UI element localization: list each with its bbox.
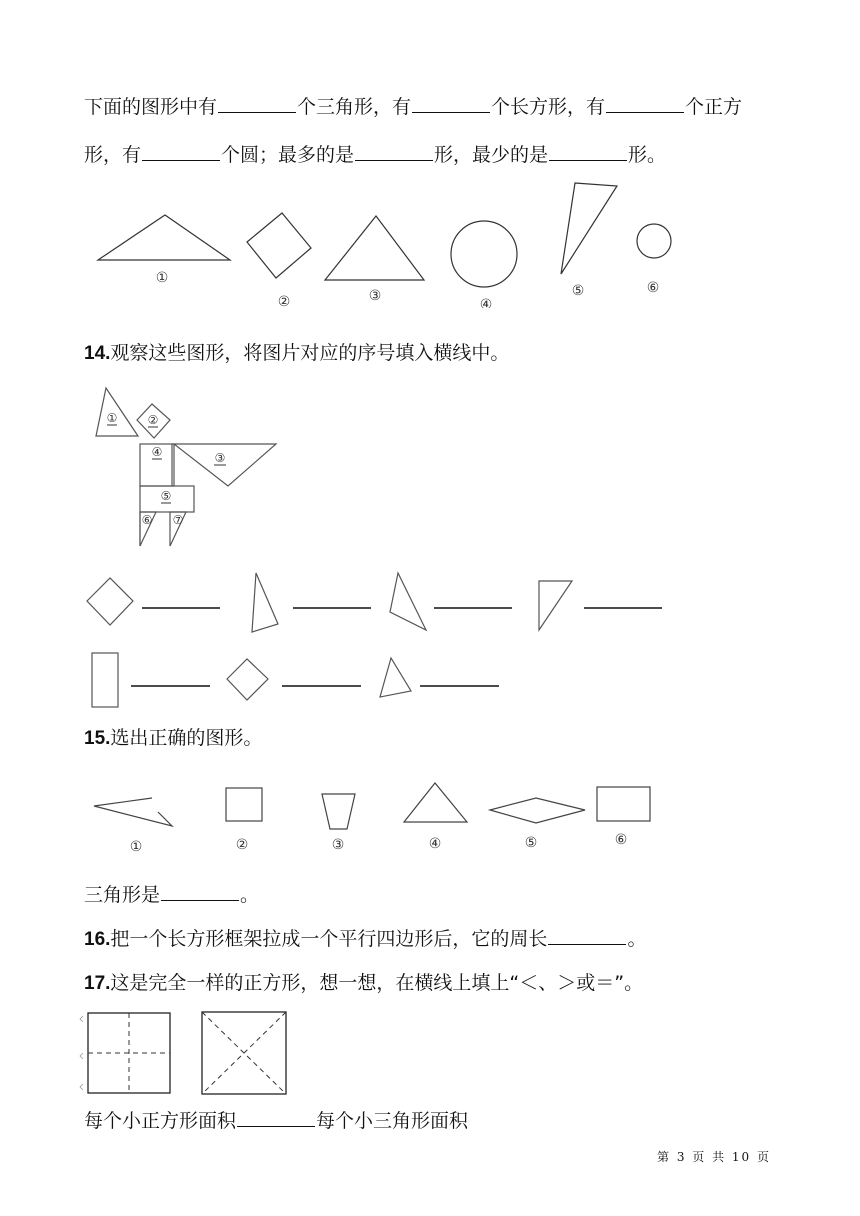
tangram-label-5: ⑤ [160,489,172,503]
option-2-square [226,788,262,821]
q15-answer-line [84,882,259,907]
option-label-5: ⑤ [524,835,538,851]
q13-line-1 [84,94,742,119]
q14-question [84,341,509,366]
q15-shapes-figure [88,772,668,856]
shape-4-circle [451,221,517,287]
answer-prefix: 三角形是 [84,884,161,906]
rectangle-count-blank[interactable] [412,94,490,113]
q17-squares-figure [78,1008,298,1098]
q13-line-2 [84,142,666,167]
tangram-label-1: ① [106,411,118,425]
question-number: 17. [84,973,111,994]
piece-triangle-d [380,658,411,697]
q13-text: 个长方形，有 [491,96,606,118]
piece-triangle-a [252,573,278,632]
option-4-triangle [404,783,467,822]
q13-text: 形，最少的是 [434,144,549,166]
shape-3-triangle [325,216,424,280]
tangram-label-3: ③ [214,451,226,465]
tangram-label-4: ④ [151,445,163,459]
option-1-open-shape [94,798,172,826]
shape-label-6: ⑥ [646,280,660,296]
q13-shapes-figure [90,178,690,308]
answer-suffix: 。 [240,884,260,906]
q15-question [84,726,262,751]
compare-right: 每个小三角形面积 [316,1110,469,1132]
piece-square-b [227,659,268,700]
triangle-count-blank[interactable] [218,94,296,113]
shape-label-2: ② [277,294,291,308]
shape-label-3: ③ [368,288,382,304]
shape-label-4: ④ [479,297,493,308]
piece-square-a [87,578,133,625]
shape-6-circle [637,224,671,258]
shape-2-square [247,213,311,278]
q13-text: 下面的图形中有 [84,96,218,118]
page-footer: 第 3 页 共 10 页 [657,1150,771,1164]
q13-text: 个三角形，有 [297,96,412,118]
q14-answer-row-2 [80,648,520,712]
compare-answer-blank[interactable] [237,1108,315,1127]
perimeter-answer-blank[interactable] [548,926,626,945]
option-label-1: ① [129,839,143,855]
least-shape-blank[interactable] [549,142,627,161]
q14-answer-row-1 [80,568,680,638]
compare-left: 每个小正方形面积 [84,1110,237,1132]
q13-text: 形。 [628,144,667,166]
question-text-end: 。 [627,928,647,950]
option-label-2: ② [235,837,249,853]
q14-tangram-animal-figure [90,384,290,552]
option-5-rhombus [490,798,585,823]
option-label-3: ③ [331,837,345,853]
shape-1-triangle [98,215,230,260]
option-label-4: ④ [428,836,442,852]
q13-text: 个圆；最多的是 [221,144,355,166]
tangram-label-7: ⑦ [172,513,184,527]
question-text: 把一个长方形框架拉成一个平行四边形后，它的周长 [110,928,548,950]
circle-count-blank[interactable] [142,142,220,161]
piece-triangle-b [390,573,426,630]
tangram-label-6: ⑥ [141,513,153,527]
question-text: 这是完全一样的正方形，想一想，在横线上填上“＜、＞或＝”。 [110,972,644,994]
question-text: 观察这些图形，将图片对应的序号填入横线中。 [110,342,510,364]
question-number: 16. [84,929,111,950]
tangram-label-2: ② [147,413,159,427]
piece-rectangle [92,653,118,707]
shape-label-5: ⑤ [571,283,585,299]
q13-text: 个正方 [685,96,743,118]
question-number: 14. [84,343,111,364]
square-count-blank[interactable] [606,94,684,113]
triangle-answer-blank[interactable] [161,882,239,901]
question-text: 选出正确的图形。 [110,727,263,749]
option-3-trapezoid [322,794,355,829]
most-shape-blank[interactable] [355,142,433,161]
q13-text: 形，有 [84,144,142,166]
option-6-rectangle [597,787,650,821]
q17-question [84,971,643,996]
q17-compare-line [84,1108,468,1133]
option-label-6: ⑥ [614,832,628,848]
shape-5-triangle [561,183,617,274]
q16-question [84,926,646,952]
shape-label-1: ① [155,270,169,286]
piece-triangle-c [539,581,572,630]
question-number: 15. [84,728,111,749]
